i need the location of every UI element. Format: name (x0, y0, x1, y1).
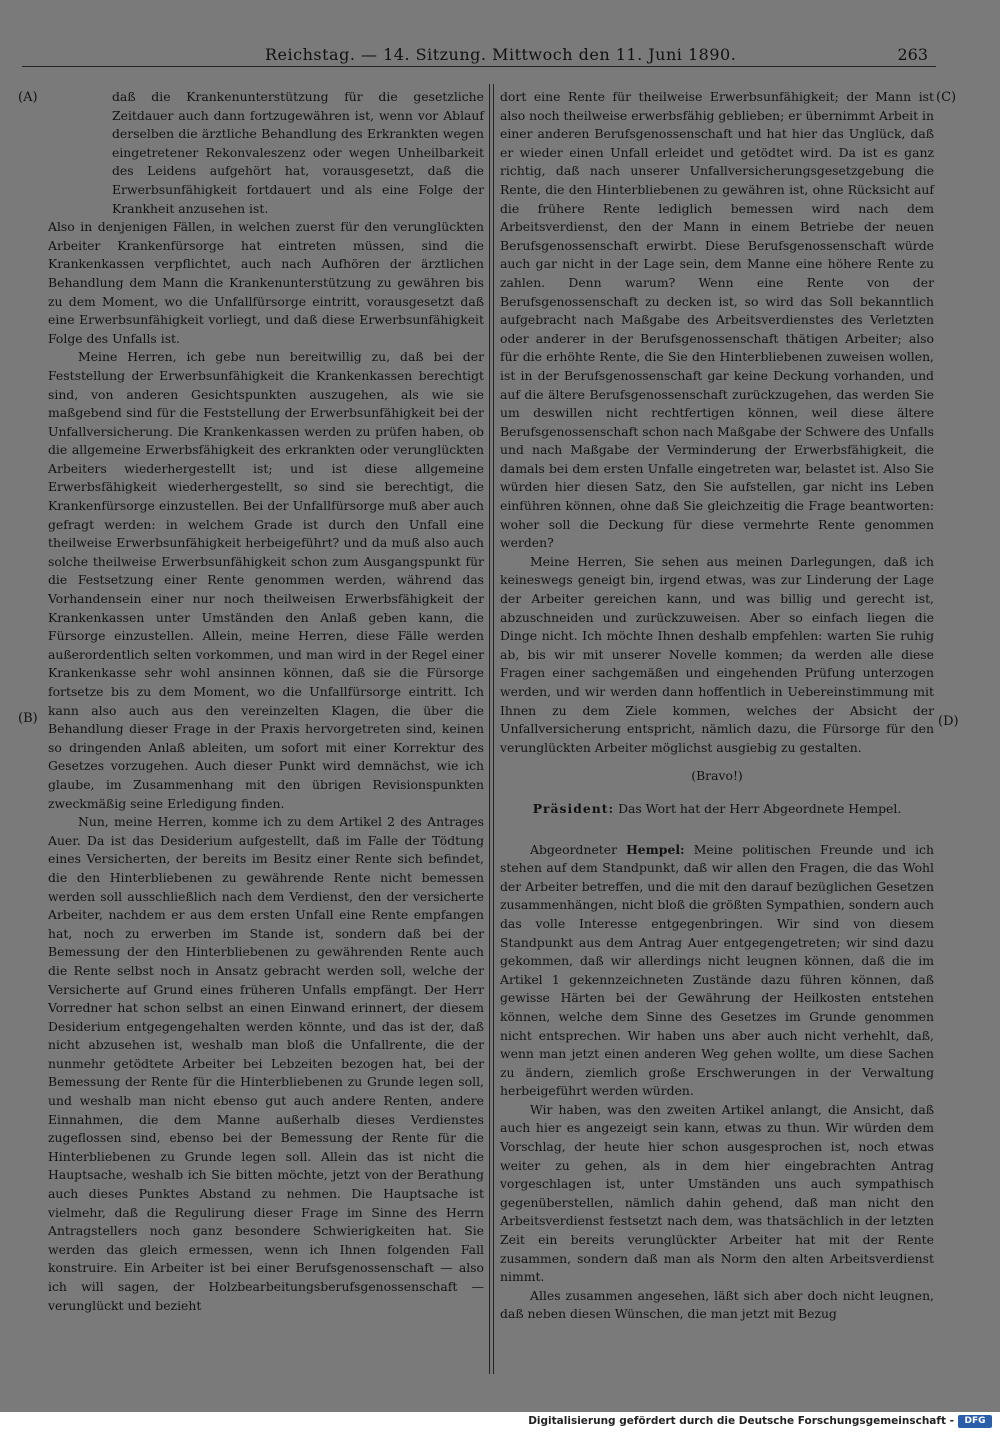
right-paragraph-5: Alles zusammen angesehen, läßt sich aber doch nicht leugnen, daß neben diesen Wünschen, die man jetzt mit Bezug (500, 1287, 934, 1322)
margin-mark-b: (B) (18, 711, 38, 726)
margin-mark-d: (D) (938, 714, 959, 729)
right-paragraph-3 (500, 841, 934, 1101)
speaker-name: Hempel: (626, 841, 685, 857)
right-paragraph-4: Wir haben, was den zweiten Artikel anlangt, die Ansicht, daß auch hier es angezeigt sein kann, etwas zu thun. Wir würden dem Vorschlag, der heute hier schon ausgesprochen ist, noch etwas weiter zu gehen, als in dem hier eingebrachten Antrag vorgeschlagen ist, unter Umständen uns auch sympathisch gegenüberstellen, nämlich dahin gehend, daß man nicht den Arbeitsverdienst festsetzt nach dem, was thatsächlich in der letzten Zeit ein bereits verunglückter Arbeiter hat mit der Rente zusammen, sondern daß man als Norm den alten Arbeitsverdienst nimmt. (500, 1101, 934, 1285)
bravo-interjection: (Bravo!) (691, 768, 743, 784)
funding-credit: Digitalisierung gefördert durch die Deutsche Forschungsgemeinschaft - (528, 1415, 954, 1427)
right-paragraph-2: Meine Herren, Sie sehen aus meinen Darlegungen, daß ich keineswegs geneigt bin, irgend etwas, was zur Linderung der Lage der Arbeiter gereichen kann, und was billig und gerecht ist, abzuschneiden und zurückzuweisen. Aber so einfach liegen die Dinge nicht. Ich möchte Ihnen deshalb empfehlen: warten Sie ruhig ab, bis wir mit unserer Novelle kommen; da werden alle diese Fragen einer sachgemäßen und eingehenden Prüfung unterzogen werden, und wir werden dann hoffentlich in Uebereinstimmung mit Ihnen zu dem Ziele kommen, welches der Absicht der Unfallversicherung entspricht, nämlich dazu, die Fürsorge für den verunglückten Arbeiter möglichst ausgiebig zu gestalten. (500, 553, 934, 755)
president-statement (500, 800, 934, 819)
speaker-text: Meine politischen Freunde und ich stehen auf dem Standpunkt, daß wir allen den Fragen, die das Wohl der Arbeiter betreffen, und die mit den darauf bezüglichen Gesetzen zusammenhängen, nicht bloß die größten Sympathien, sondern auch das volle Interesse entgegenbringen. Wir sind von diesem Standpunkt aus dem Antrag Auer entgegengetreten; wir sind dazu gekommen, daß wir allerdings nicht leugnen können, daß die im Artikel 1 gekennzeichneten Zustände dazu führen können, daß gewisse Härten bei der Gewährung der Heilkosten entstehen können, welche dem Sinne des Gesetzes im Grunde genommen nicht entsprechen. Wir haben uns aber auch nicht verhehlt, daß, wenn man jetzt einen anderen Weg gehen wollte, um diese Sachen zu ändern, ziemlich große Erschwerungen in der Verwaltung herbeigeführt werden würden. (500, 841, 934, 1099)
president-label: Präsident: (532, 800, 615, 816)
right-paragraph-1: dort eine Rente für theilweise Erwerbsunfähigkeit; der Mann ist also noch theilweise erwerbsfähig geblieben; er übernimmt Arbeit in einer anderen Berufsgenossenschaft und hat hier das Unglück, daß er wieder einen Unfall erleidet und getödtet wird. Da ist es ganz richtig, daß nach unserer Unfallversicherungsgesetzgebung die Rente, die den Hinterbliebenen zu gewähren ist, ohne Rücksicht auf die frühere Rente lediglich bemessen wird nach dem Arbeitsverdienst, den der Mann in einem Betriebe der neuen Berufsgenossenschaft erwirbt. Diese Berufsgenossenschaft würde auch gar nicht in der Lage sein, dem Manne eine höhere Rente zu zahlen. Denn warum? Wenn eine Rente von der Berufsgenossenschaft zu decken ist, so wird das Soll bekanntlich aufgebracht nach Maßgabe des Arbeitsverdienstes des Verletzten oder anderer in der Berufsgenossenschaft thätigen Arbeiter; also für die erhöhte Rente, die Sie den Hinterbliebenen zuweisen wollen, ist in der Berufsgenossenschaft gar keine Deckung vorhanden, und auf die ältere Berufsgenossenschaft zurückzugehen, das werden Sie um deswillen nicht rechtfertigen können, weil diese ältere Berufsgenossenschaft schon nach Maßgabe der Schwere des Unfalls und nach Maßgabe der Verminderung der Erwerbsfähigkeit, die damals bei dem ersten Unfalle eingetreten war, belastet ist. Also Sie würden hier diesen Satz, den Sie aufstellen, gar nicht ins Leben einführen können, ohne daß Sie gleichzeitig die Frage beantworten: woher soll die Deckung für diese vermehrte Rente genommen werden? (500, 89, 934, 551)
left-paragraph-1: daß die Krankenunterstützung für die gesetzliche Zeitdauer auch dann fortzugewähren ist, wenn vor Ablauf derselben die ärztliche Behandlung des Erkrankten wegen eingetretener Rekonvaleszenz oder wegen Unheilbarkeit des Leidens aufgehört hat, vorausgesetzt, daß die Erwerbsunfähigkeit fortdauert und als eine Folge der Krankheit anzusehen ist. (112, 89, 484, 216)
margin-mark-a: (A) (18, 90, 38, 105)
footer-bar (0, 1412, 1000, 1432)
president-text: Das Wort hat der Herr Abgeordnete Hempel. (618, 800, 902, 816)
column-divider-left (489, 84, 490, 1374)
right-column (500, 88, 934, 1324)
dfg-logo: DFG (958, 1415, 992, 1428)
left-paragraph-2: Also in denjenigen Fällen, in welchen zuerst für den verunglückten Arbeiter Krankenfürsorge hat eintreten müssen, sind die Krankenkassen verpflichtet, auch nach Aufhören der ärztlichen Behandlung dem Mann die Krankenunterstützung zu gewähren bis zu dem Moment, wo die Unfallfürsorge eintritt, vorausgesetzt daß eine Erwerbsunfähigkeit vorliegt, und daß diese Erwerbsunfähigkeit Folge des Unfalls ist. (48, 219, 484, 346)
page-number: 263 (897, 45, 928, 64)
left-column (48, 88, 484, 1315)
running-header: Reichstag. — 14. Sitzung. Mittwoch den 11. Juni 1890. (265, 45, 737, 64)
left-paragraph-4: Nun, meine Herren, komme ich zu dem Artikel 2 des Antrages Auer. Da ist das Desiderium aufgestellt, daß im Falle der Tödtung eines Versicherten, der bereits im Besitz einer Rente sich befindet, die den Hinterbliebenen zu gewährende Rente nicht bemessen werden soll ausschließlich nach dem Verdienst, den der versicherte Arbeiter, nachdem er aus dem ersten Unfall eine Rente empfangen hat, noch zu erwerben im Stande ist, sondern daß bei der Bemessung der den Hinterbliebenen zu gewährenden Rente auch die Rente selbst noch in Ansatz gebracht werden soll, welche der Versicherte auf Grund eines früheren Unfalls empfängt. Der Herr Vorredner hat schon selbst an einen Einwand erinnert, der diesem Desiderium entgegengehalten werden könnte, und das ist der, daß nicht abzusehen ist, weshalb man bloß die Unfallrente, die der nunmehr getödtete Arbeiter bei Lebzeiten bezogen hat, bei der Bemessung der Rente für die Hinterbliebenen zu Grunde legen soll, und weshalb man nicht ebenso gut auch andere Renten, andere Einnahmen, die dem Manne außerhalb dieses Verdienstes zugeflossen sind, ebenso bei der Bemessung der Rente für die Hinterbliebenen zu Grunde legen soll. Allein das ist nicht die Hauptsache, weshalb ich Sie bitten möchte, jetzt von der Berathung auch dieses Punktes Abstand zu nehmen. Die Hauptsache ist vielmehr, daß die Regulirung dieser Frage im Sinne des Herrn Antragstellers noch ganz besondere Schwierigkeiten hat. Sie werden das gleich ermessen, wenn ich Ihnen folgenden Fall konstruire. Ein Arbeiter ist bei einer Berufsgenossenschaft — also ich will sagen, der Holzbearbeitungsberufsgenossenschaft — verunglückt und bezieht (48, 814, 484, 1313)
speaker-prefix: Abgeordneter (530, 841, 618, 857)
header-rule (22, 66, 936, 67)
left-paragraph-3: Meine Herren, ich gebe nun bereitwillig zu, daß bei der Feststellung der Erwerbsunfähigkeit die Krankenkassen berechtigt sind, von anderen Gesichtspunkten auszugehen, als wie sie maßgebend sind für die Feststellung der Erwerbsunfähigkeit bei der Unfallversicherung. Die Krankenkassen werden zu prüfen haben, ob die allgemeine Erwerbsfähigkeit des erkrankten oder verunglückten Arbeiters wiederhergestellt ist; und ist diese allgemeine Erwerbsfähigkeit wiederhergestellt, so sind sie berechtigt, die Krankenfürsorge einzustellen. Bei der Unfallfürsorge muß aber auch gefragt werden: in welchem Grade ist durch den Unfall eine theilweise Erwerbsunfähigkeit herbeigeführt? und da muß also auch solche theilweise Erwerbsunfähigkeit schon zum Ausgangspunkt für die Festsetzung einer Rente genommen werden, während das Vorhandensein einer nur noch theilweisen Erwerbsfähigkeit der Krankenkassen unter Umständen den Anlaß geben kann, die Fürsorge einzustellen. Allein, meine Herren, diese Fälle werden außerordentlich selten vorkommen, und man wird in der Regel einer Krankenkasse sehr wohl ansinnen können, daß sie die Fürsorge fortsetze bis zu dem Moment, wo die Unfallfürsorge eintritt. Ich kann also auch aus den vereinzelten Klagen, die über die Behandlung dieser Frage in der Praxis hervorgetreten sind, keinen so dringenden Anlaß ableiten, um sofort mit einer Korrektur des Gesetzes vorzugehen. Auch dieser Punkt wird demnächst, wie ich glaube, im Zusammenhang mit den übrigen Revisionspunkten zweckmäßig seine Erledigung finden. (48, 349, 484, 811)
column-divider-right (493, 84, 494, 1374)
margin-mark-c: (C) (936, 90, 957, 105)
